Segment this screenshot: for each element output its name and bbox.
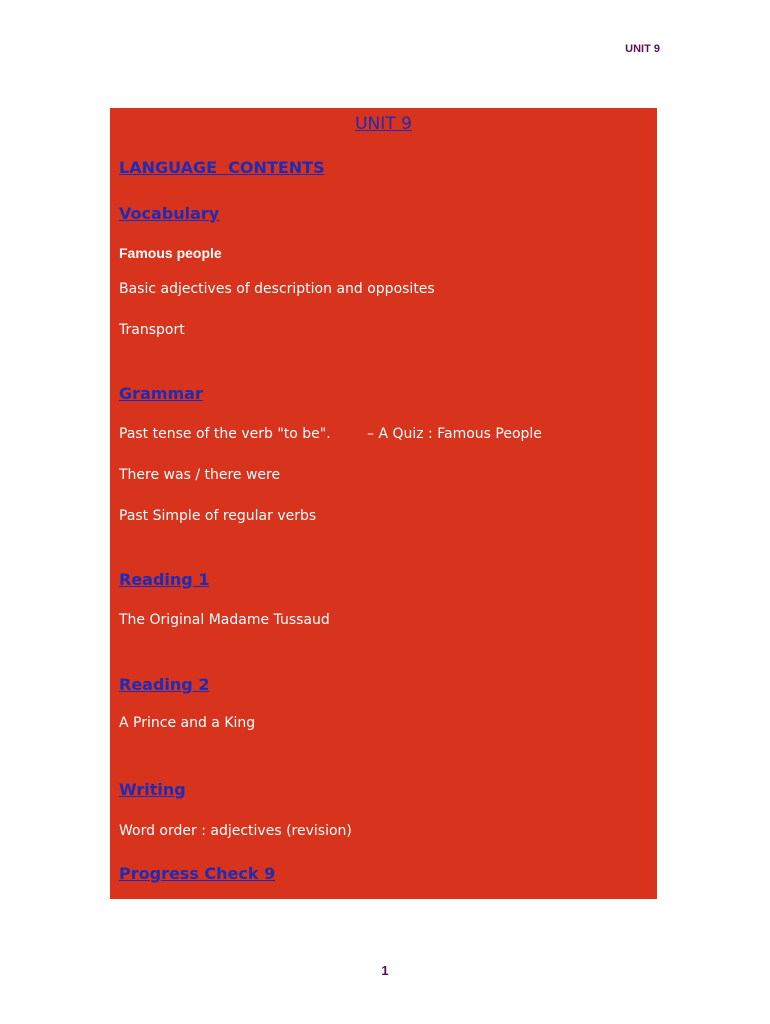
reading-1-item: The Original Madame Tussaud (119, 612, 330, 628)
page-number: 1 (381, 963, 389, 978)
contents-box (110, 108, 657, 899)
grammar-item: Past Simple of regular verbs (119, 508, 317, 524)
vocabulary-heading: Vocabulary (119, 204, 220, 223)
unit-title: UNIT 9 (355, 114, 412, 134)
writing-heading: Writing (119, 780, 186, 799)
running-header: UNIT 9 (625, 43, 660, 55)
writing-item: Word order : adjectives (revision) (119, 823, 352, 839)
vocabulary-item: Famous people (119, 245, 222, 261)
language-contents-heading: LANGUAGE CONTENTS (119, 158, 325, 177)
vocabulary-item: Transport (119, 322, 185, 338)
reading-2-item: A Prince and a King (119, 715, 256, 731)
reading-1-heading: Reading 1 (119, 570, 210, 589)
grammar-item: There was / there were (119, 467, 281, 483)
grammar-quiz-note: – A Quiz : Famous People (367, 426, 542, 442)
vocabulary-item: Basic adjectives of description and opposites (119, 281, 435, 297)
progress-check-heading: Progress Check 9 (119, 864, 276, 883)
grammar-heading: Grammar (119, 384, 203, 403)
reading-2-heading: Reading 2 (119, 675, 210, 694)
grammar-item: Past tense of the verb "to be". (119, 426, 331, 442)
